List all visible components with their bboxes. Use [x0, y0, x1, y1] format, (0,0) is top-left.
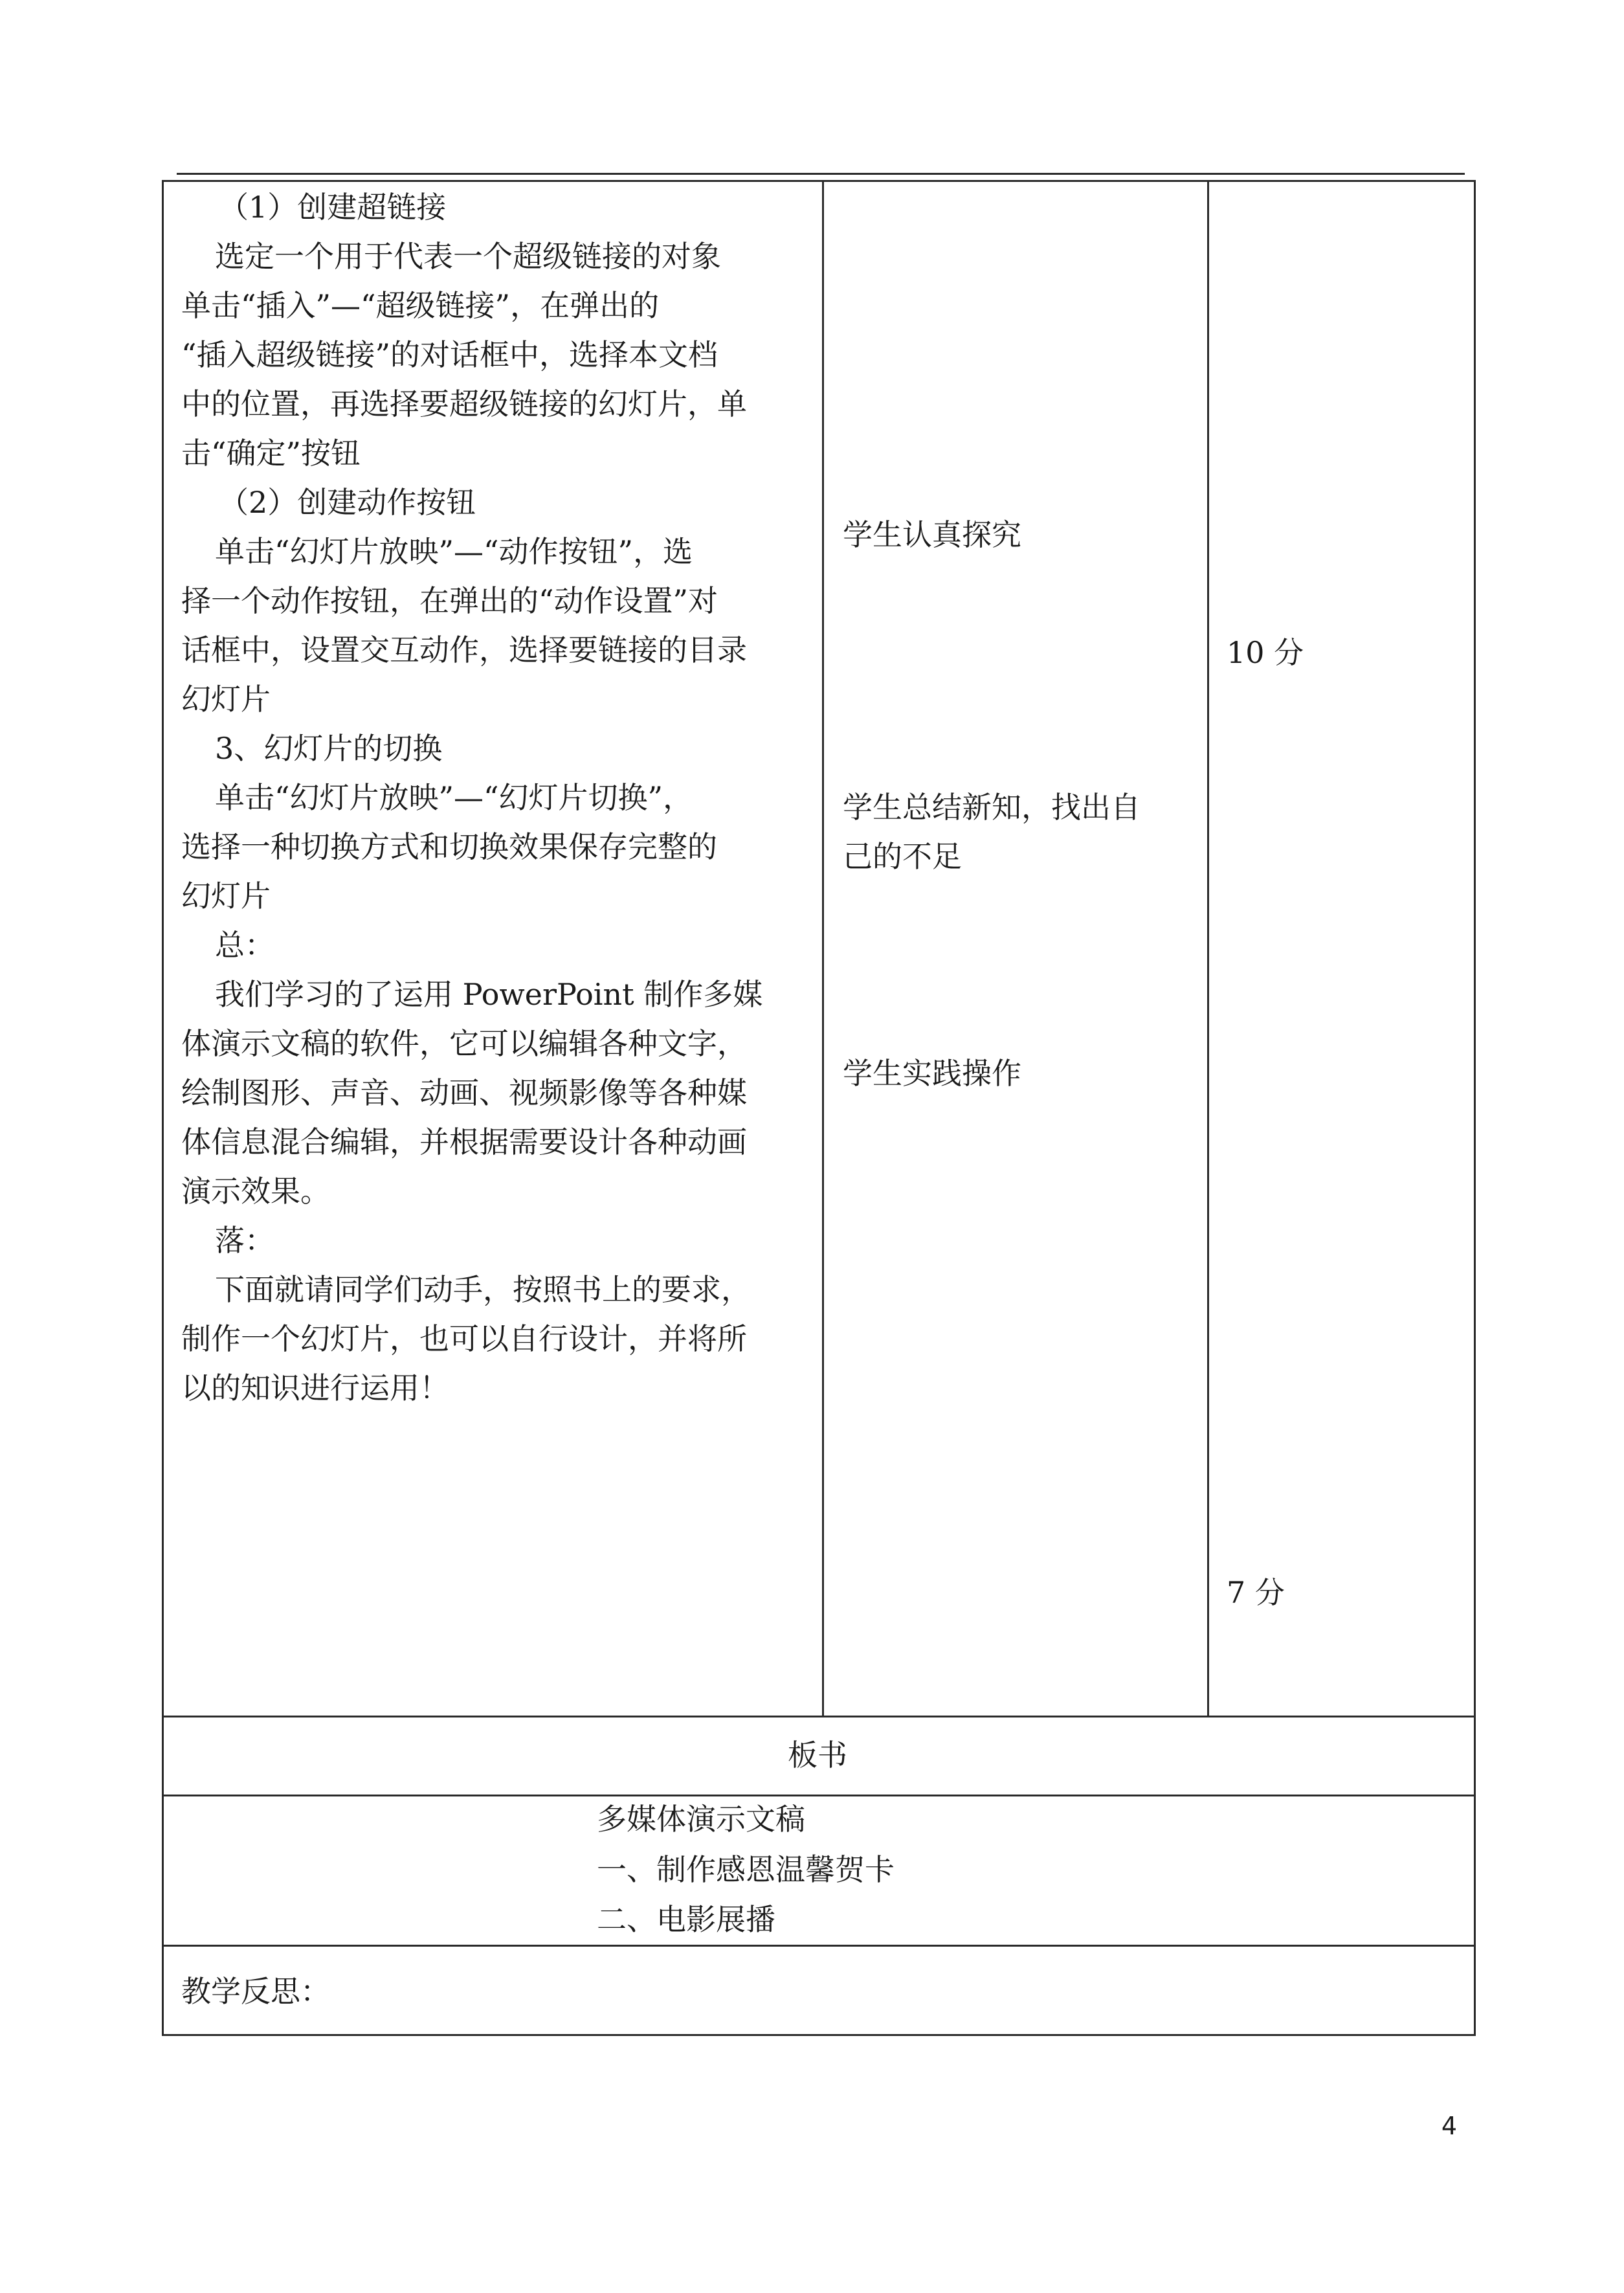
content-line: （1）创建超链接 — [219, 190, 447, 225]
content-line: 制作一个幻灯片，也可以自行设计，并将所 — [181, 1321, 747, 1356]
content-line: 总： — [215, 928, 274, 963]
content-line: 体演示文稿的软件，它可以编辑各种文字， — [181, 1026, 747, 1061]
content-line: 单击“幻灯片放映”—“幻灯片切换”， — [215, 780, 693, 815]
content-line: 单击“插入”—“超级链接”，在弹出的 — [181, 288, 660, 323]
content-line: 幻灯片 — [181, 682, 271, 717]
column-divider-1 — [822, 180, 824, 1716]
content-line: 选择一种切换方式和切换效果保存完整的 — [181, 829, 717, 864]
student-activity-explore: 学生认真探究 — [843, 517, 1021, 552]
board-heading: 板书 — [788, 1738, 847, 1773]
content-line: 演示效果。 — [181, 1174, 330, 1209]
content-line: （2）创建动作按钮 — [219, 485, 476, 520]
content-line: 绘制图形、声音、动画、视频影像等各种媒 — [181, 1075, 747, 1110]
column-divider-2 — [1207, 180, 1209, 1716]
board-line: 一、制作感恩温馨贺卡 — [597, 1852, 895, 1887]
teaching-content — [181, 183, 762, 1413]
content-line: 幻灯片 — [181, 878, 271, 913]
student-activity-practice: 学生实践操作 — [843, 1056, 1021, 1091]
content-line: 下面就请同学们动手，按照书上的要求， — [215, 1272, 751, 1307]
content-line: 择一个动作按钮，在弹出的“动作设置”对 — [181, 583, 718, 618]
time-allocation: 10 分 — [1227, 635, 1304, 670]
content-line: 中的位置，再选择要超级链接的幻灯片，单 — [181, 386, 747, 421]
content-line: 单击“幻灯片放映”—“动作按钮”，选 — [215, 534, 693, 569]
content-line: 话框中，设置交互动作，选择要链接的目录 — [181, 632, 747, 667]
board-line: 二、电影展播 — [597, 1902, 775, 1937]
teaching-reflection-label: 教学反思： — [181, 1974, 330, 2009]
content-line: “插入超级链接”的对话框中，选择本文档 — [181, 337, 718, 372]
content-line: 我们学习的了运用 PowerPoint 制作多媒 — [215, 977, 763, 1012]
student-activity-summary: 学生总结新知，找出自 — [843, 790, 1140, 825]
page-number: 4 — [1441, 2112, 1457, 2140]
row-divider-board-heading — [162, 1716, 1476, 1717]
row-divider-reflection — [162, 1945, 1476, 1947]
content-line: 3、幻灯片的切换 — [215, 731, 443, 766]
content-line: 击“确定”按钮 — [181, 436, 361, 471]
content-line: 以的知识进行运用！ — [181, 1370, 449, 1405]
header-rule — [177, 173, 1465, 175]
row-divider-board-content — [162, 1795, 1476, 1796]
content-line: 落： — [215, 1223, 274, 1258]
time-allocation: 7 分 — [1227, 1575, 1285, 1610]
content-line: 体信息混合编辑，并根据需要设计各种动画 — [181, 1124, 747, 1159]
content-line: 选定一个用于代表一个超级链接的对象 — [215, 239, 721, 274]
board-line: 多媒体演示文稿 — [597, 1802, 805, 1837]
student-activity-summary-cont: 己的不足 — [843, 839, 962, 874]
